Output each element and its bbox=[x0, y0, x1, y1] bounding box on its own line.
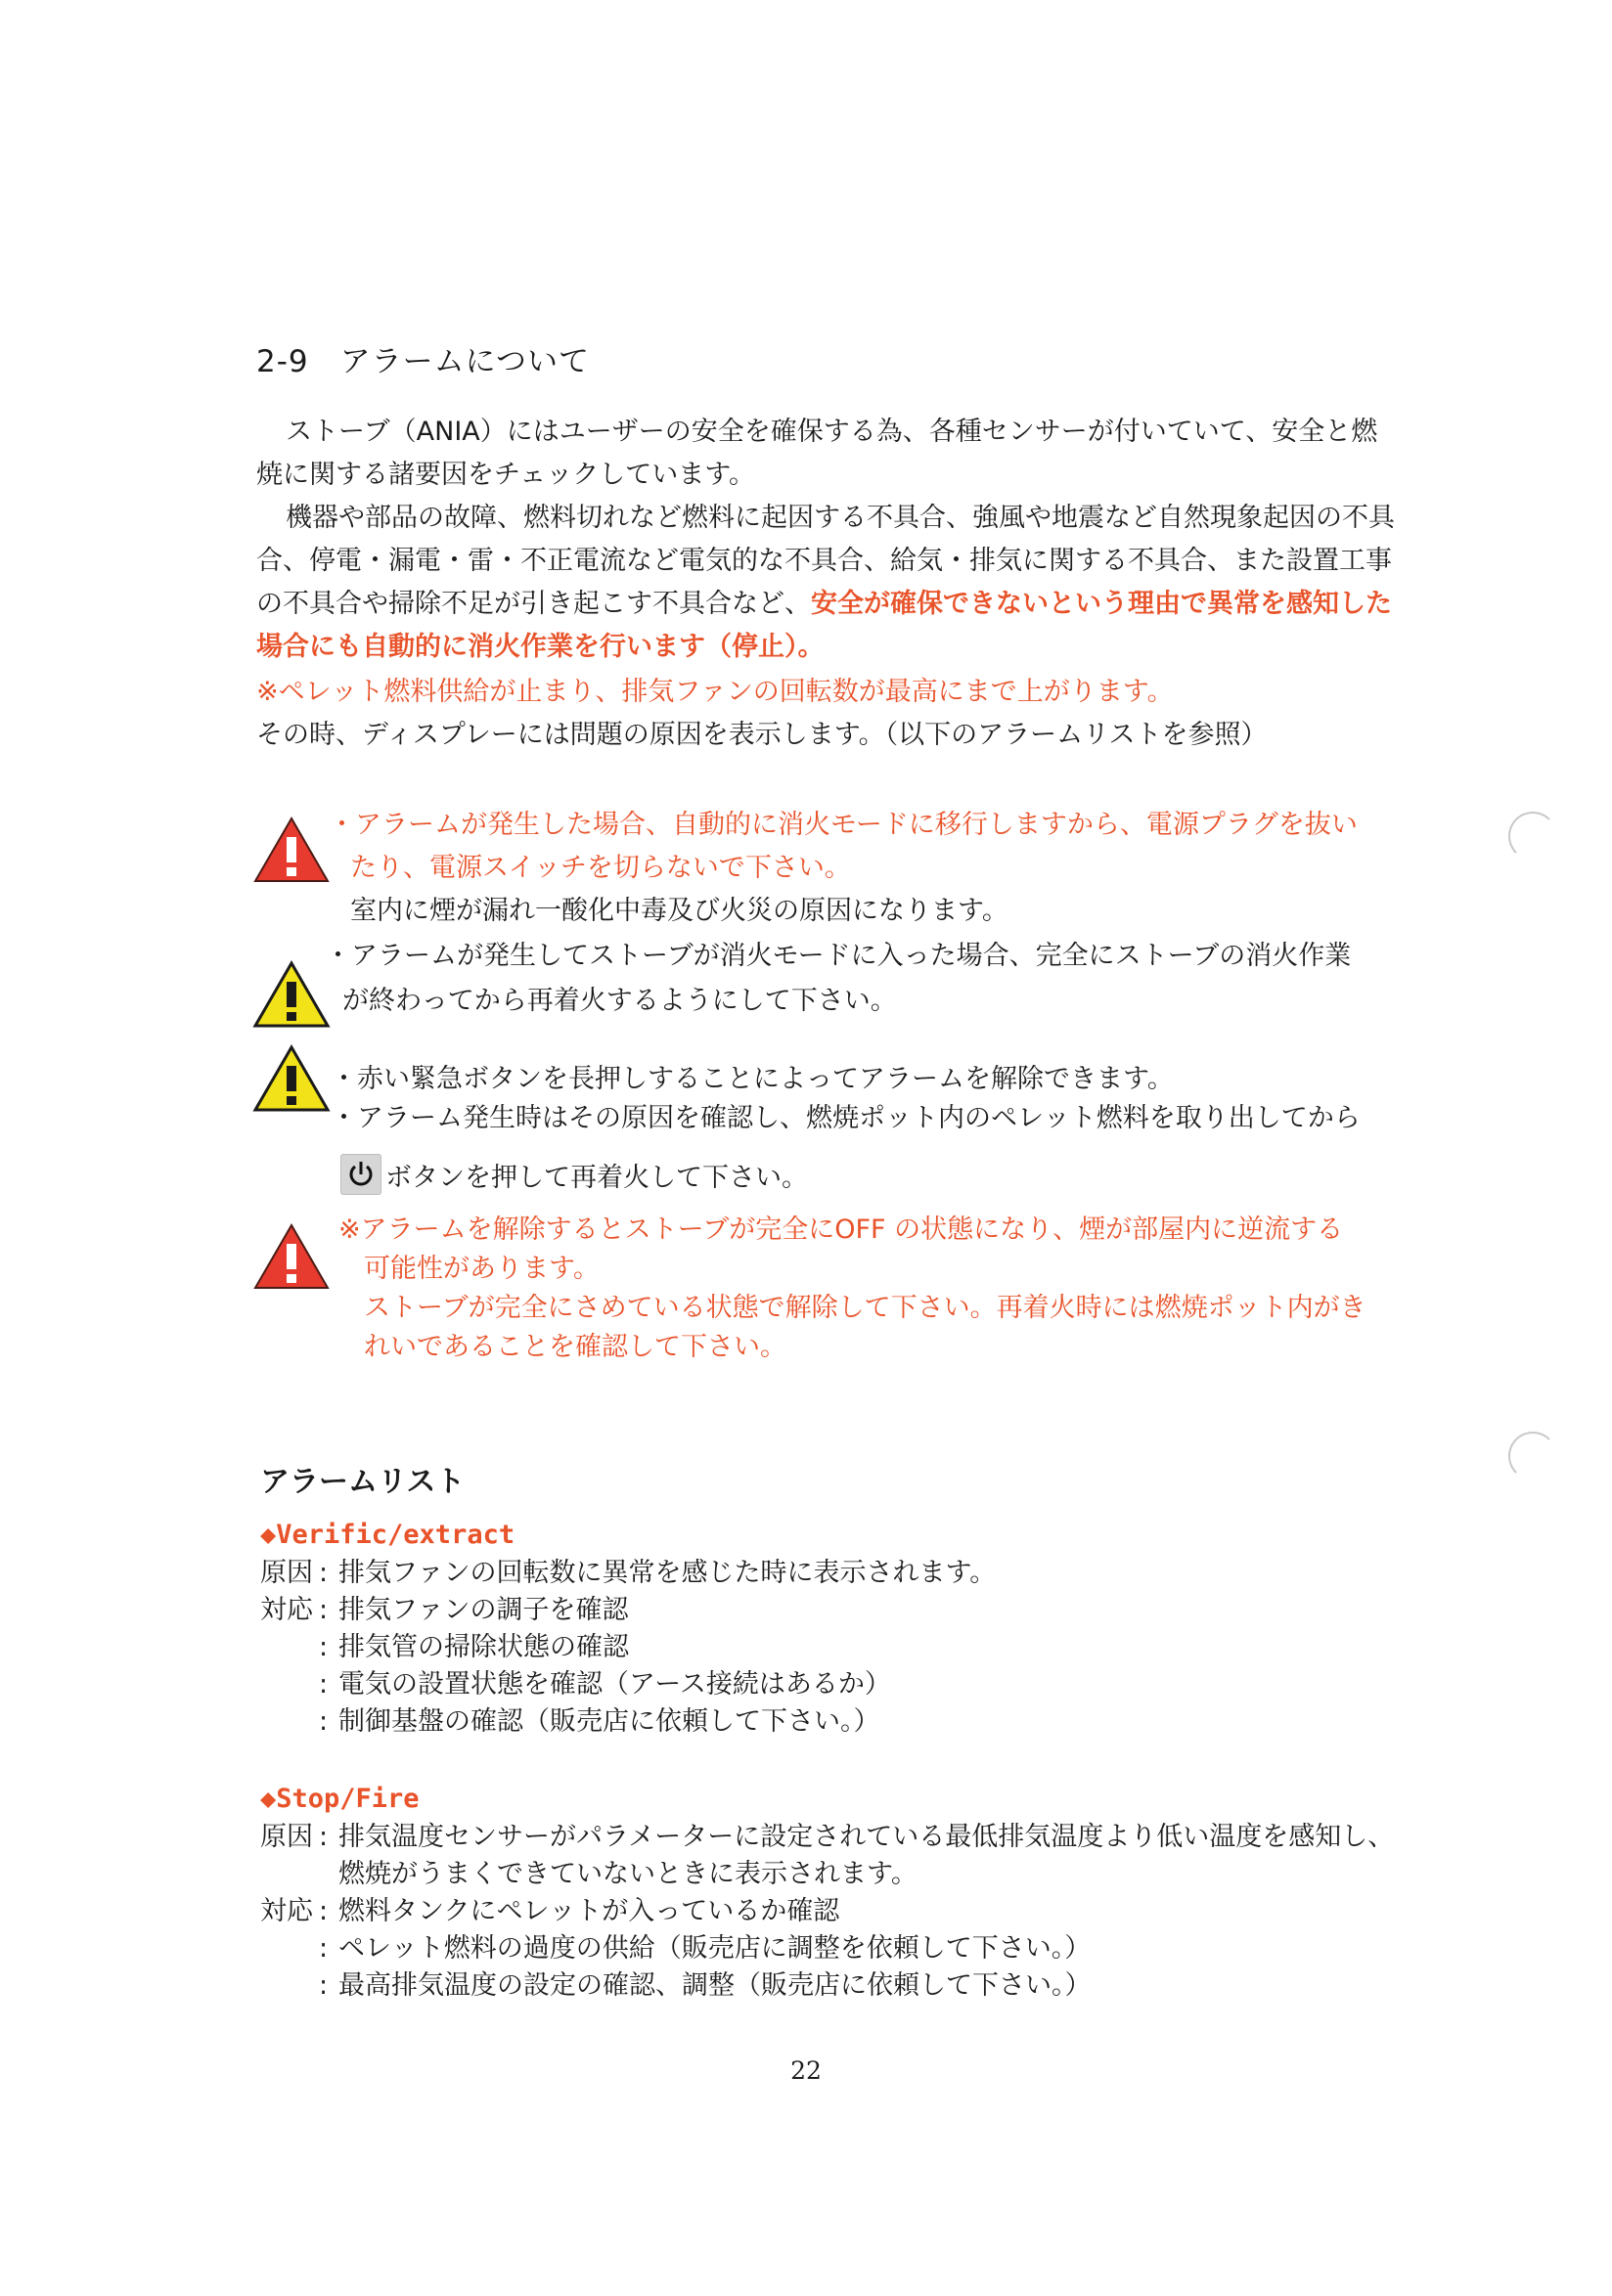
danger-triangle-icon bbox=[252, 1222, 331, 1291]
alarm-action-row: 対応 : 排気ファンの調子を確認 bbox=[0, 1592, 1612, 1629]
action-text: 制御基盤の確認（販売店に依頼して下さい。） bbox=[338, 1706, 880, 1737]
action-label: 対応 bbox=[260, 1595, 313, 1625]
power-icon bbox=[341, 1155, 381, 1194]
alarm-cause-row: 原因 : 排気温度センサーがパラメーターに設定されている最低排気温度より低い温度を感知し、 bbox=[0, 1819, 1612, 1856]
warning-3-text: ボタンを押して再着火して下さい。 bbox=[385, 1163, 808, 1193]
intro-text-1: ストーブ（ANIA）にはユーザーの安全を確保する為、各種センサーが付いていて、安全と燃焼に関する諸要因をチェックしています。 bbox=[256, 417, 1378, 490]
cause-text: 排気温度センサーがパラメーターに設定されている最低排気温度より低い温度を感知し、 bbox=[338, 1822, 1395, 1852]
action-label: 対応 bbox=[260, 1896, 313, 1926]
alarm-action-row: : 最高排気温度の設定の確認、調整（販売店に依頼して下さい。） bbox=[0, 1967, 1612, 2005]
action-text: 電気の設置状態を確認（アース接続はあるか） bbox=[338, 1669, 891, 1700]
caution-triangle-icon bbox=[252, 1044, 331, 1113]
alarm-action-row: : 制御基盤の確認（販売店に依頼して下さい。） bbox=[0, 1703, 1612, 1741]
section-title: 2-9 アラームについて bbox=[256, 344, 591, 379]
warning-3-line-1: ・赤い緊急ボタンを長押しすることによってアラームを解除できます。 bbox=[331, 1064, 1174, 1094]
page-number: 22 bbox=[790, 2056, 822, 2085]
warning-1-line-3: 室内に煙が漏れ一酸化中毒及び火災の原因になります。 bbox=[350, 896, 1008, 926]
warning-3-line-3 bbox=[340, 1154, 808, 1198]
alarm-cause-row: 原因 : 排気ファンの回転数に異常を感じた時に表示されます。 bbox=[0, 1555, 1612, 1592]
power-button-graphic bbox=[340, 1154, 381, 1195]
alarm-action-row: : 排気管の掃除状態の確認 bbox=[0, 1629, 1612, 1666]
alarm-cause-row bbox=[0, 1856, 1612, 1893]
warning-4-line-3: ストーブが完全にさめている状態で解除して下さい。再着火時には燃焼ポット内がき bbox=[364, 1293, 1366, 1323]
alarm-list-title: アラームリスト bbox=[260, 1465, 466, 1499]
intro-paragraph-1 bbox=[256, 411, 1401, 497]
intro-emphasis: 安全が確保できないという理由で異常を感知した場合にも自動的に消火作業を行います（停止）。 bbox=[256, 589, 1392, 662]
action-text: 排気管の掃除状態の確認 bbox=[338, 1632, 629, 1662]
alarm-action-row: : ペレット燃料の過度の供給（販売店に調整を依頼して下さい。） bbox=[0, 1930, 1612, 1967]
intro-text-2: 機器や部品の故障、燃料切れなど燃料に起因する不具合、強風や地震など自然現象起因の不具合、停電・漏電・雷・不正電流など電気的な不具合、給気・排気に関する不具合、また設置工事の不具合や掃除不足が引き起こす不具合など、 bbox=[256, 503, 1395, 619]
action-text: 燃料タンクにペレットが入っているか確認 bbox=[338, 1896, 840, 1926]
alarm-name: ◆Stop/Fire bbox=[260, 1784, 420, 1814]
danger-triangle-icon bbox=[252, 816, 331, 884]
action-text: 排気ファンの調子を確認 bbox=[338, 1595, 629, 1625]
action-text: 最高排気温度の設定の確認、調整（販売店に依頼して下さい。） bbox=[338, 1970, 1092, 2001]
cause-label: 原因 bbox=[260, 1558, 313, 1588]
caution-triangle-icon bbox=[252, 960, 331, 1029]
warning-1-line-2: たり、電源スイッチを切らないで下さい。 bbox=[350, 853, 851, 883]
intro-paragraph-2 bbox=[256, 497, 1401, 669]
warning-1-line-1: ・アラームが発生した場合、自動的に消火モードに移行しますから、電源プラグを抜い bbox=[329, 810, 1358, 840]
punch-hole bbox=[1508, 812, 1557, 861]
warning-3-line-2: ・アラーム発生時はその原因を確認し、燃焼ポット内のペレット燃料を取り出してから bbox=[331, 1103, 1361, 1133]
warning-2-line-1: ・アラームが発生してストーブが消火モードに入った場合、完全にストーブの消火作業 bbox=[325, 941, 1352, 971]
cause-text: 排気ファンの回転数に異常を感じた時に表示されます。 bbox=[338, 1558, 997, 1588]
cause-label: 原因 bbox=[260, 1822, 313, 1852]
cause-text: 燃焼がうまくできていないときに表示されます。 bbox=[338, 1859, 918, 1889]
warning-2-line-2: が終わってから再着火するようにして下さい。 bbox=[342, 986, 897, 1016]
warning-4-line-4: れいであることを確認して下さい。 bbox=[364, 1332, 786, 1362]
intro-paragraph-4: その時、ディスプレーには問題の原因を表示します。（以下のアラームリストを参照） bbox=[256, 720, 1268, 750]
intro-note: ※ペレット燃料供給が止まり、排気ファンの回転数が最高にまで上がります。 bbox=[256, 677, 1174, 707]
punch-hole bbox=[1508, 1432, 1557, 1480]
warning-4-line-1: ※アラームを解除するとストーブが完全にOFF の状態になり、煙が部屋内に逆流する bbox=[338, 1214, 1344, 1245]
warning-4-line-2: 可能性があります。 bbox=[364, 1254, 600, 1284]
alarm-name: ◆Verific/extract bbox=[260, 1520, 515, 1550]
alarm-action-row: : 電気の設置状態を確認（アース接続はあるか） bbox=[0, 1666, 1612, 1703]
action-text: ペレット燃料の過度の供給（販売店に調整を依頼して下さい。） bbox=[338, 1933, 1092, 1964]
alarm-action-row: 対応 : 燃料タンクにペレットが入っているか確認 bbox=[0, 1893, 1612, 1930]
